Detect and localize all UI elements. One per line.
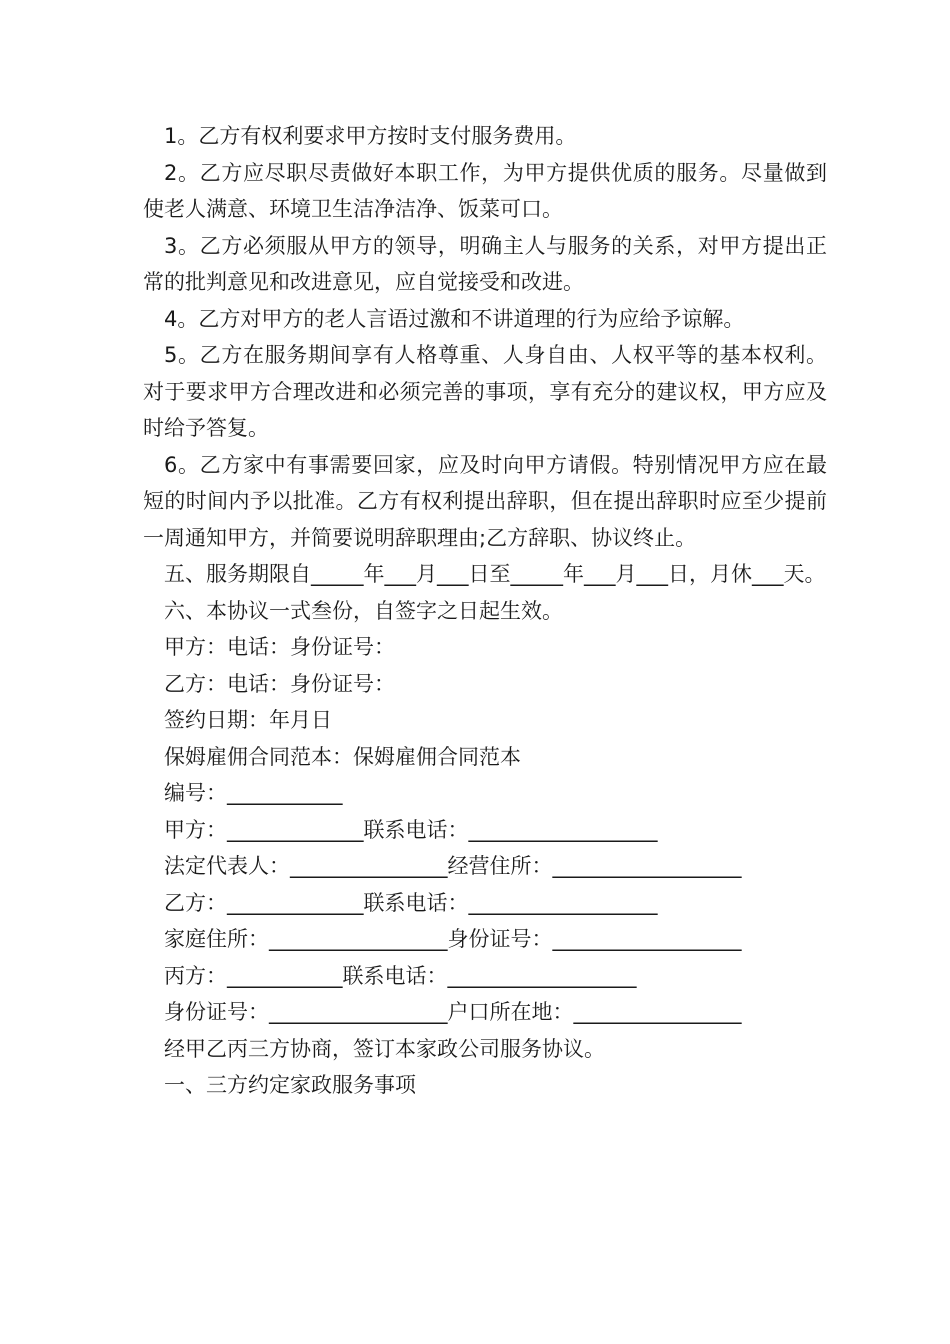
agreement-intro: 经甲乙丙三方协商，签订本家政公司服务协议。 [164, 1036, 605, 1061]
document-body [143, 118, 827, 1104]
party-b-field: 乙方：_____________联系电话：__________________ [164, 890, 658, 915]
party-b-signature-line: 乙方：电话：身份证号： [164, 671, 395, 696]
effective-clause: 六、本协议一式叁份，自签字之日起生效。 [164, 598, 563, 623]
clause-rights-2: 2。乙方应尽职尽责做好本职工作，为甲方提供优质的服务。尽量做到使老人满意、环境卫生洁净洁净、饭菜可口。 [143, 160, 827, 221]
party-a-signature-line: 甲方：电话：身份证号： [164, 635, 395, 659]
clause-rights-4: 4。乙方对甲方的老人言语过激和不讲道理的行为应给予谅解。 [164, 306, 745, 331]
signing-date-line: 签约日期：年月日 [164, 708, 332, 732]
clause-rights-6: 6。乙方家中有事需要回家，应及时向甲方请假。特别情况甲方应在最短的时间内予以批准。乙方有权利提出辞职，但在提出辞职时应至少提前一周通知甲方，并简要说明辞职理由;乙方辞职、协议终止。 [143, 452, 827, 550]
id-residence-field: 身份证号：_________________户口所在地：________________ [164, 1000, 742, 1024]
service-period-clause: 五、服务期限自_____年___月___日至_____年___月___日，月休___天。 [164, 562, 826, 586]
section-one-heading: 一、三方约定家政服务事项 [164, 1073, 416, 1097]
clause-rights-5: 5。乙方在服务期间享有人格尊重、人身自由、人权平等的基本权利。对于要求甲方合理改进和必须完善的事项，享有充分的建议权，甲方应及时给予答复。 [143, 343, 827, 440]
party-a-field: 甲方：_____________联系电话：__________________ [164, 817, 658, 842]
party-c-field: 丙方：___________联系电话：__________________ [164, 963, 637, 988]
home-address-field: 家庭住所：_________________身份证号：__________________ [164, 927, 742, 951]
contract-template-title: 保姆雇佣合同范本：保姆雇佣合同范本 [164, 744, 521, 769]
clause-rights-3: 3。乙方必须服从甲方的领导，明确主人与服务的关系，对甲方提出正常的批判意见和改进意见，应自觉接受和改进。 [143, 233, 827, 294]
contract-number-field: 编号：___________ [164, 781, 343, 805]
legal-representative-field: 法定代表人：_______________经营住所：__________________ [164, 854, 742, 878]
clause-rights-1: 1。乙方有权利要求甲方按时支付服务费用。 [164, 124, 577, 148]
